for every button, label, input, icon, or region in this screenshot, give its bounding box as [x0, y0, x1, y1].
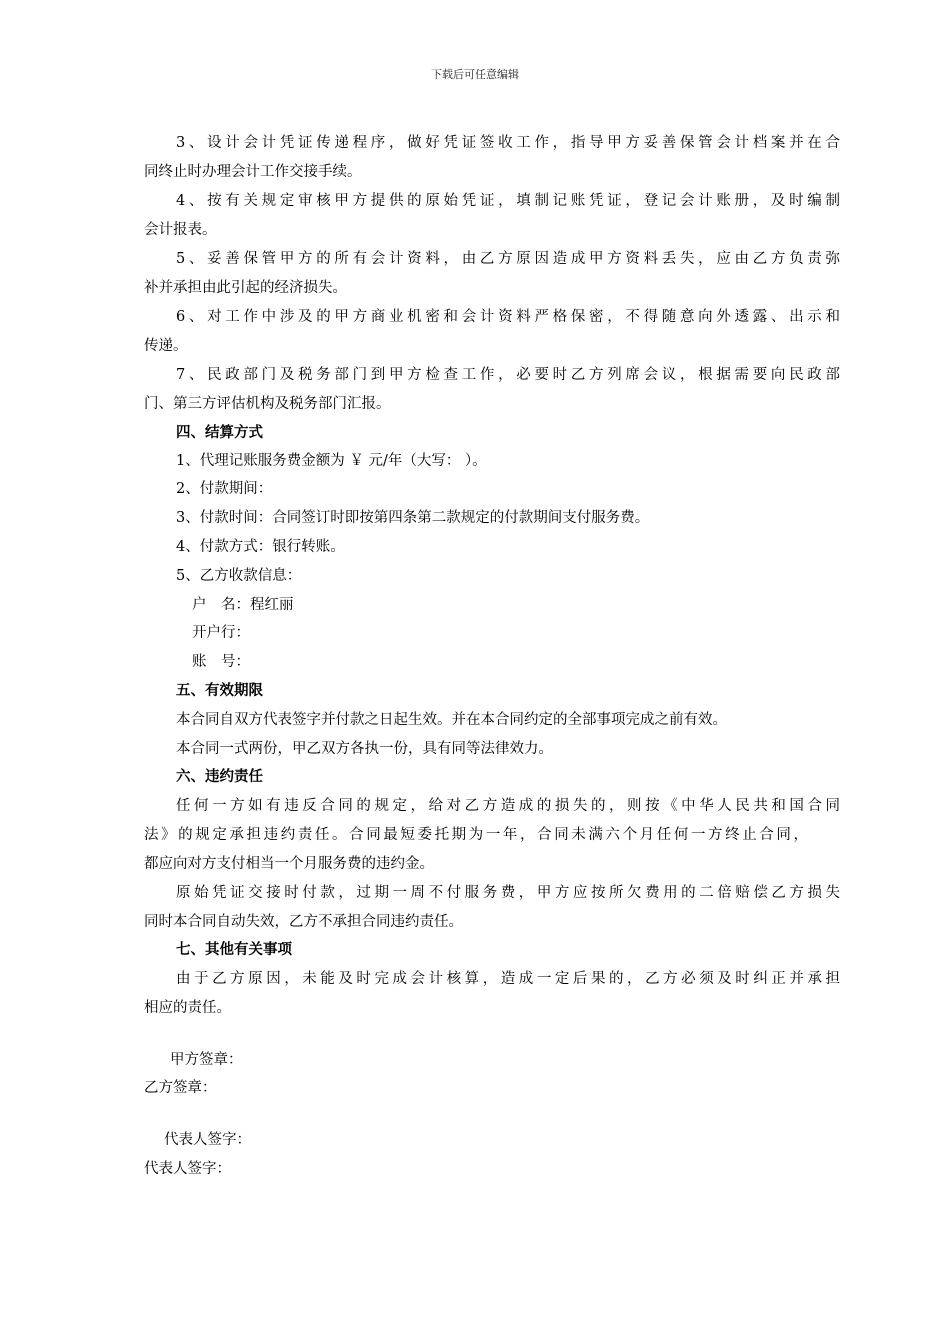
clause-4-line-1: 4、按有关规定审核甲方提供的原始凭证，填制记账凭证，登记会计账册，及时编制	[176, 193, 840, 209]
payee-account-name: 户 名：程红丽	[192, 597, 294, 613]
clause-6-line-1: 6、对工作中涉及的甲方商业机密和会计资料严格保密，不得随意向外透露、出示和	[176, 309, 840, 325]
payee-account-number: 账 号：	[192, 654, 250, 670]
section-5-paragraph-2: 本合同一式两份，甲乙双方各执一份，具有同等法律效力。	[176, 741, 553, 757]
clause-7-line-1: 7、民政部门及税务部门到甲方检查工作，必要时乙方列席会议，根据需要向民政部	[176, 367, 840, 383]
section-5-paragraph-1: 本合同自双方代表签字并付款之日起生效。并在本合同约定的全部事项完成之前有效。	[176, 712, 727, 728]
section-6-title: 六、违约责任	[176, 769, 263, 785]
section-6-p1-line-2: 法》的规定承担违约责任。合同最短委托期为一年，合同未满六个月任何一方终止合同，	[144, 827, 808, 843]
section-4-title: 四、结算方式	[176, 425, 263, 441]
section-5-title: 五、有效期限	[176, 683, 263, 699]
clause-6-line-2: 传递。	[144, 338, 188, 354]
clause-3-line-2: 同终止时办理会计工作交接手续。	[144, 164, 362, 180]
section-6-p1-line-3: 都应向对方支付相当一个月服务费的违约金。	[144, 856, 434, 872]
clause-5-line-2: 补并承担由此引起的经济损失。	[144, 280, 347, 296]
clause-4-line-2: 会计报表。	[144, 222, 217, 238]
payee-bank: 开户行：	[192, 625, 250, 641]
party-a-representative-signature: 代表人签字：	[164, 1132, 251, 1148]
section-6-p2-line-1: 原始凭证交接时付款，过期一周不付服务费，甲方应按所欠费用的二倍赔偿乙方损失	[176, 885, 840, 901]
clause-5-line-1: 5、妥善保管甲方的所有会计资料，由乙方原因造成甲方资料丢失，应由乙方负责弥	[176, 251, 840, 267]
party-b-seal: 乙方签章：	[144, 1080, 217, 1096]
section-4-item-2: 2、付款期间：	[176, 481, 273, 497]
section-6-p1-line-1: 任何一方如有违反合同的规定，给对乙方造成的损失的，则按《中华人民共和国合同	[176, 798, 840, 814]
section-7-title: 七、其他有关事项	[176, 942, 292, 958]
section-7-p1-line-2: 相应的责任。	[144, 1000, 231, 1016]
section-4-item-5: 5、乙方收款信息：	[176, 568, 302, 584]
section-4-item-3: 3、付款时间：合同签订时即按第四条第二款规定的付款期间支付服务费。	[176, 510, 650, 526]
section-4-item-4: 4、付款方式：银行转账。	[176, 539, 345, 555]
section-6-p2-line-2: 同时本合同自动失效，乙方不承担合同违约责任。	[144, 914, 463, 930]
clause-7-line-2: 门、第三方评估机构及税务部门汇报。	[144, 396, 391, 412]
party-a-seal: 甲方签章：	[170, 1052, 243, 1068]
section-7-p1-line-1: 由于乙方原因，未能及时完成会计核算，造成一定后果的，乙方必须及时纠正并承担	[176, 971, 840, 987]
section-4-item-1: 1、代理记账服务费金额为 ￥ 元/年（大写： ）。	[176, 453, 487, 469]
page-header-note: 下载后可任意编辑	[431, 68, 519, 81]
clause-3-line-1: 3、设计会计凭证传递程序，做好凭证签收工作，指导甲方妥善保管会计档案并在合	[176, 135, 840, 151]
party-b-representative-signature: 代表人签字：	[144, 1161, 231, 1177]
